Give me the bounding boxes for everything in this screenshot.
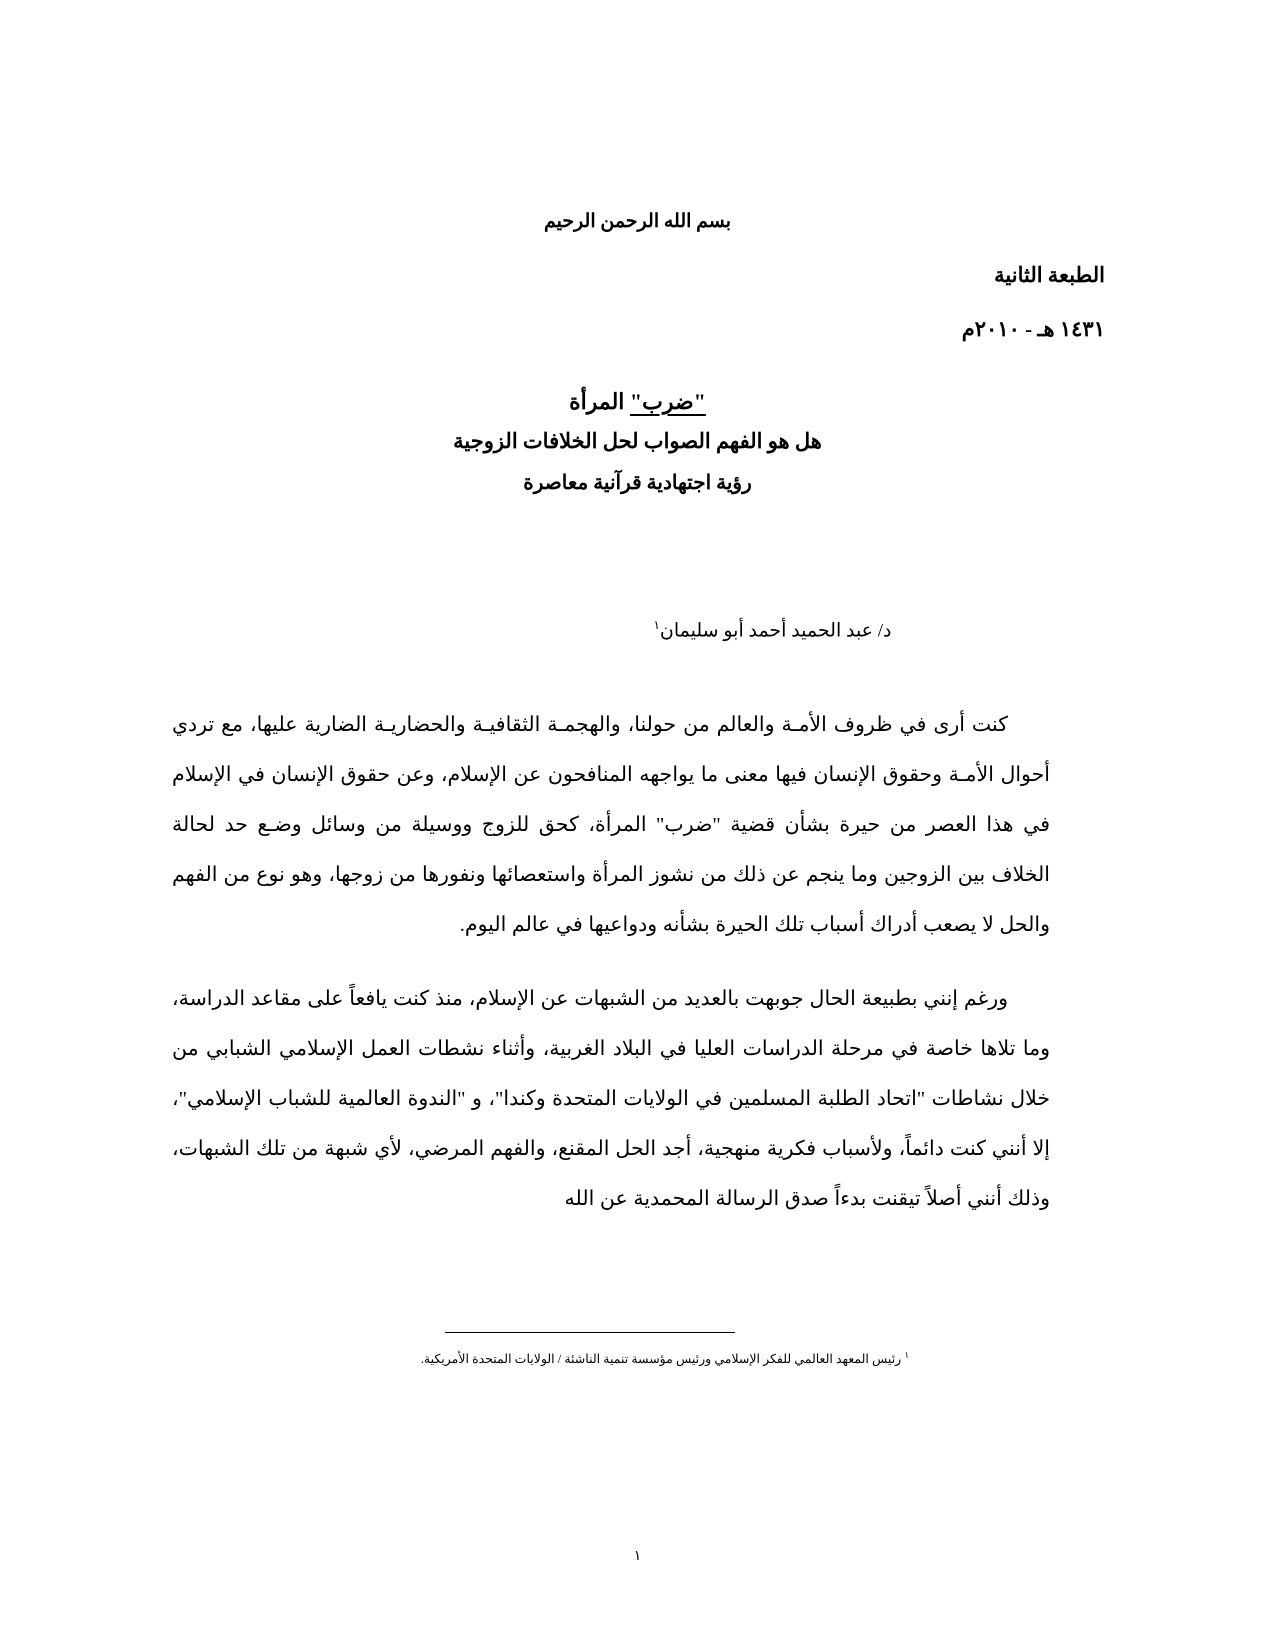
footnote-separator [445,1332,735,1333]
basmala-line: بسم الله الرحمن الرحيم [543,211,732,232]
author-byline [270,618,1275,642]
author-footnote-marker: ١ [653,618,660,632]
title-remainder: المرأة [569,389,630,414]
footnote [225,1345,1105,1369]
page-number: ١ [633,1549,642,1564]
footnote-marker: ١ [904,1350,910,1360]
edition-block [585,248,1105,356]
author-name: د/ عبد الحميد أحمد أبو سليمان [659,620,892,642]
title-block [0,385,1275,503]
document-subtitle-primary: هل هو الفهم الصواب لحل الخلافات الزوجية [453,429,822,453]
body-paragraph: كنت أرى في ظروف الأمـة والعالم من حولنا، والهجمـة الثقافيـة والحضاريـة الضارية عليها، مع تردي أحوال الأمـة وحقوق الإنسان فيها معنى ما يواجهه المنافحون عن الإسلام، وعن حقوق الإنسان في الإسلام في هذا العصر من حيرة بشأن قضية "ضرب" المرأة، كحق للزوج ووسيلة من وسائل وضـع حد لحالة الخلاف بين الزوجين وما ينجم عن ذلك من نشوز المرأة واستعصائها ونفورها من زوجها، وهو نوع من الفهم والحل لا يصعب أدراك أسباب تلك الحيرة بشأنه ودواعيها في عالم اليوم. [172,714,1050,936]
body-text [172,700,1050,1224]
footnote-body: رئيس المعهد العالمي للفكر الإسلامي ورئيس مؤسسة تنمية الناشئة / الولايات المتحدة الأمريكية. [420,1352,902,1367]
edition-label: الطبعة الثانية [994,263,1105,287]
edition-date: ١٤٣١ هـ - ٢٠١٠م [961,317,1105,341]
body-paragraph: ورغم إنني بطبيعة الحال جوبهت بالعديد من الشبهات عن الإسلام، منذ كنت يافعاً على مقاعد الدراسة، وما تلاها خاصة في مرحلة الدراسات العليا في البلاد الغربية، وأثناء نشطات العمل الإسلامي الشبابي من خلال نشاطات "اتحاد الطلبة المسلمين في الولايات المتحدة وكندا"، و "الندوة العالمية للشباب الإسلامي"، إلا أنني كنت دائماً، ولأسباب فكرية منهجية، أجد الحل المقنع، والفهم المرضي، لأي شبهة من تلك الشبهات، وذلك أنني أصلاً تيقنت بدءاً صدق الرسالة المحمدية عن الله [172,988,1050,1210]
document-title [0,385,1275,419]
title-quoted-word: "ضرب" [629,389,706,414]
document-subtitle-secondary: رؤية اجتهادية قرآنية معاصرة [523,472,752,494]
